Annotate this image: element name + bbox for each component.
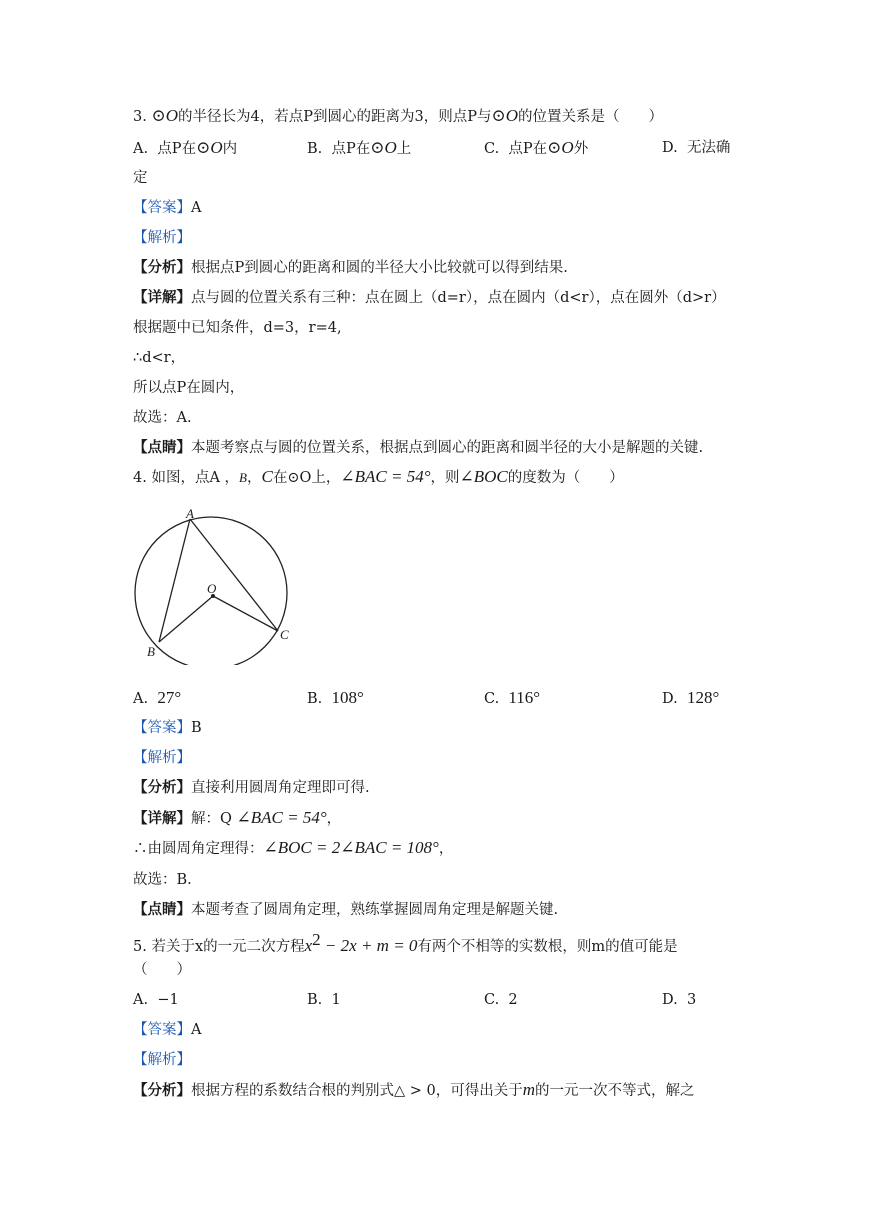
q3-option-c [484, 138, 588, 159]
option-key: C. [484, 691, 500, 707]
q4-analysis-heading [133, 748, 191, 768]
fenxi-m: m [522, 1080, 536, 1099]
q4-stem [133, 467, 624, 488]
fenxi-text: 根据方程的系数结合根的判别式△ > 0，可得出关于 [191, 1083, 523, 1099]
chord-ab [159, 519, 190, 642]
q4-option-a [133, 688, 181, 709]
label-b: B [147, 644, 155, 659]
q4-xiangjie [133, 808, 341, 829]
q4-option-d [662, 688, 719, 709]
xiangjie-text: 点与圆的位置关系有三种：点在圆上（d=r），点在圆内（d<r），点在圆外（d>r） [191, 290, 726, 306]
q3-xiangjie-3: ∴d<r， [133, 350, 186, 366]
q5-stem [133, 930, 678, 957]
fenxi-tag: 【分析】 [133, 1082, 191, 1099]
q3-option-wrap: 定 [133, 170, 148, 186]
option-circle: ⊙O [196, 138, 223, 157]
q4-stem-c: ， [246, 470, 262, 486]
q4-answer [133, 718, 202, 738]
xiangjie-tag: 【详解】 [133, 289, 191, 306]
dianjing-text: 本题考察点与圆的位置关系，根据点到圆心的距离和圆半径的大小是解题的关键. [191, 440, 704, 456]
answer-value: A [191, 200, 202, 216]
option-value: −1 [157, 992, 179, 1008]
option-value: 3 [686, 992, 697, 1008]
option-text-end: 外 [573, 141, 589, 157]
answer-tag: 【答案】 [133, 1022, 191, 1038]
option-key: C. [484, 992, 500, 1008]
analysis-tag: 【解析】 [133, 1052, 191, 1068]
dianjing-tag: 【点睛】 [133, 439, 191, 456]
option-text: 无法确 [686, 140, 731, 156]
analysis-tag: 【解析】 [133, 230, 191, 246]
option-circle: ⊙O [370, 138, 397, 157]
radius-oc [213, 596, 278, 631]
q3-fenxi [133, 258, 568, 278]
option-circle: ⊙O [547, 138, 574, 157]
q4-stem-d: 在⊙O上， [272, 470, 341, 486]
q4-stem-a: 4. 如图，点A ， [133, 470, 240, 486]
fenxi-text-end: 的一元一次不等式，解之 [535, 1083, 695, 1099]
q3-xiangjie-2: 根据题中已知条件，d=3，r=4, [133, 320, 342, 336]
option-value: 2 [508, 992, 518, 1008]
option-value: 108° [331, 688, 364, 707]
fenxi-tag: 【分析】 [133, 259, 191, 276]
option-key: A. [133, 691, 149, 707]
dianjing-tag: 【点睛】 [133, 901, 191, 918]
radius-ob [159, 596, 213, 642]
q3-dianjing [133, 438, 703, 458]
q4-xiangjie-3: 故选：B. [133, 872, 192, 888]
q5-stem-a: 5. 若关于x的一元二次方程 [133, 938, 305, 955]
q5-fenxi [133, 1080, 695, 1101]
q4-point-b: B [239, 470, 247, 485]
q5-equation-x: x [304, 935, 313, 955]
q5-equation-rest: − 2x + m = 0 [320, 935, 418, 955]
q5-option-c [484, 990, 518, 1010]
q3-xiangjie-4: 所以点P在圆内， [133, 380, 245, 396]
label-c: C [280, 627, 289, 642]
option-key: C. [484, 141, 500, 157]
q3-option-b [307, 138, 411, 159]
q3-analysis-heading [133, 228, 191, 248]
option-key: D. [662, 140, 678, 156]
option-text-end: 上 [396, 141, 412, 157]
q5-stem-b: 有两个不相等的实数根，则m的值可能是 [417, 938, 678, 955]
option-key: B. [307, 691, 323, 707]
option-key: B. [307, 992, 323, 1008]
option-key: B. [307, 141, 323, 157]
q5-answer [133, 1020, 201, 1040]
q4-angle-boc: ∠BOC [459, 467, 508, 486]
option-value: 128° [686, 688, 720, 707]
q3-stem-end: 的位置关系是（ ） [517, 109, 663, 125]
fenxi-text: 直接利用圆周角定理即可得. [191, 780, 370, 796]
q5-option-b [307, 990, 341, 1010]
option-key: D. [662, 992, 678, 1008]
xiangjie-end: ， [438, 841, 454, 857]
label-a: A [186, 506, 194, 521]
option-value: 1 [331, 992, 341, 1008]
q5-equation-sup: 2 [312, 930, 321, 949]
q4-dianjing [133, 900, 558, 920]
option-key: A. [133, 992, 149, 1008]
q3-xiangjie [133, 288, 726, 308]
option-text-end: 内 [222, 141, 238, 157]
q3-option-a [133, 138, 237, 159]
q4-circle-figure [133, 505, 313, 665]
q3-circle-symbol: ⊙O [151, 106, 178, 125]
q3-xiangjie-5: 故选：A. [133, 410, 192, 426]
xiangjie-math: ∠BAC = 54° [236, 808, 327, 827]
fenxi-tag: 【分析】 [133, 779, 191, 796]
q3-stem-text: 的半径长为4，若点P到圆心的距离为3，则点P与 [177, 109, 492, 125]
dianjing-text: 本题考查了圆周角定理，熟练掌握圆周角定理是解题关键. [191, 902, 559, 918]
q3-answer [133, 198, 201, 218]
q5-option-d [662, 990, 696, 1010]
label-o: O [207, 581, 217, 596]
q4-angle-bac: ∠BAC = 54° [340, 467, 431, 486]
option-value: 27° [157, 688, 182, 707]
answer-value: B [191, 720, 202, 736]
answer-value: A [191, 1022, 202, 1038]
option-key: A. [133, 141, 149, 157]
q4-option-b [307, 688, 364, 709]
option-text: 点P在 [157, 141, 197, 157]
q4-stem-e: ，则 [430, 470, 460, 486]
q4-fenxi [133, 778, 370, 798]
fenxi-text: 根据点P到圆心的距离和圆的半径大小比较就可以得到结果. [191, 260, 568, 276]
analysis-tag: 【解析】 [133, 750, 191, 766]
xiangjie-tag: 【详解】 [133, 810, 191, 827]
answer-tag: 【答案】 [133, 720, 191, 736]
q4-option-c [484, 688, 540, 709]
xiangjie-math: ∠BOC = 2∠BAC = 108° [263, 838, 439, 857]
q5-option-a [133, 990, 179, 1010]
q3-number: 3. [133, 109, 152, 125]
q5-stem-wrap: （ ） [133, 962, 191, 978]
xiangjie-end: ， [326, 811, 342, 827]
option-text: 点P在 [331, 141, 371, 157]
xiangjie-text: 解：Q [191, 811, 237, 827]
option-text: 点P在 [508, 141, 548, 157]
chord-ac [190, 519, 278, 631]
q4-stem-f: 的度数为（ ） [507, 470, 624, 486]
q4-xiangjie-2 [133, 838, 453, 859]
q3-option-d [662, 138, 730, 158]
q3-stem [133, 106, 663, 127]
q4-point-c: C [261, 467, 273, 486]
option-value: 116° [508, 688, 541, 707]
option-key: D. [662, 691, 678, 707]
xiangjie-text: ∴由圆周角定理得： [133, 841, 264, 857]
q3-circle-symbol-2: ⊙O [491, 106, 518, 125]
answer-tag: 【答案】 [133, 200, 191, 216]
q5-analysis-heading [133, 1050, 191, 1070]
